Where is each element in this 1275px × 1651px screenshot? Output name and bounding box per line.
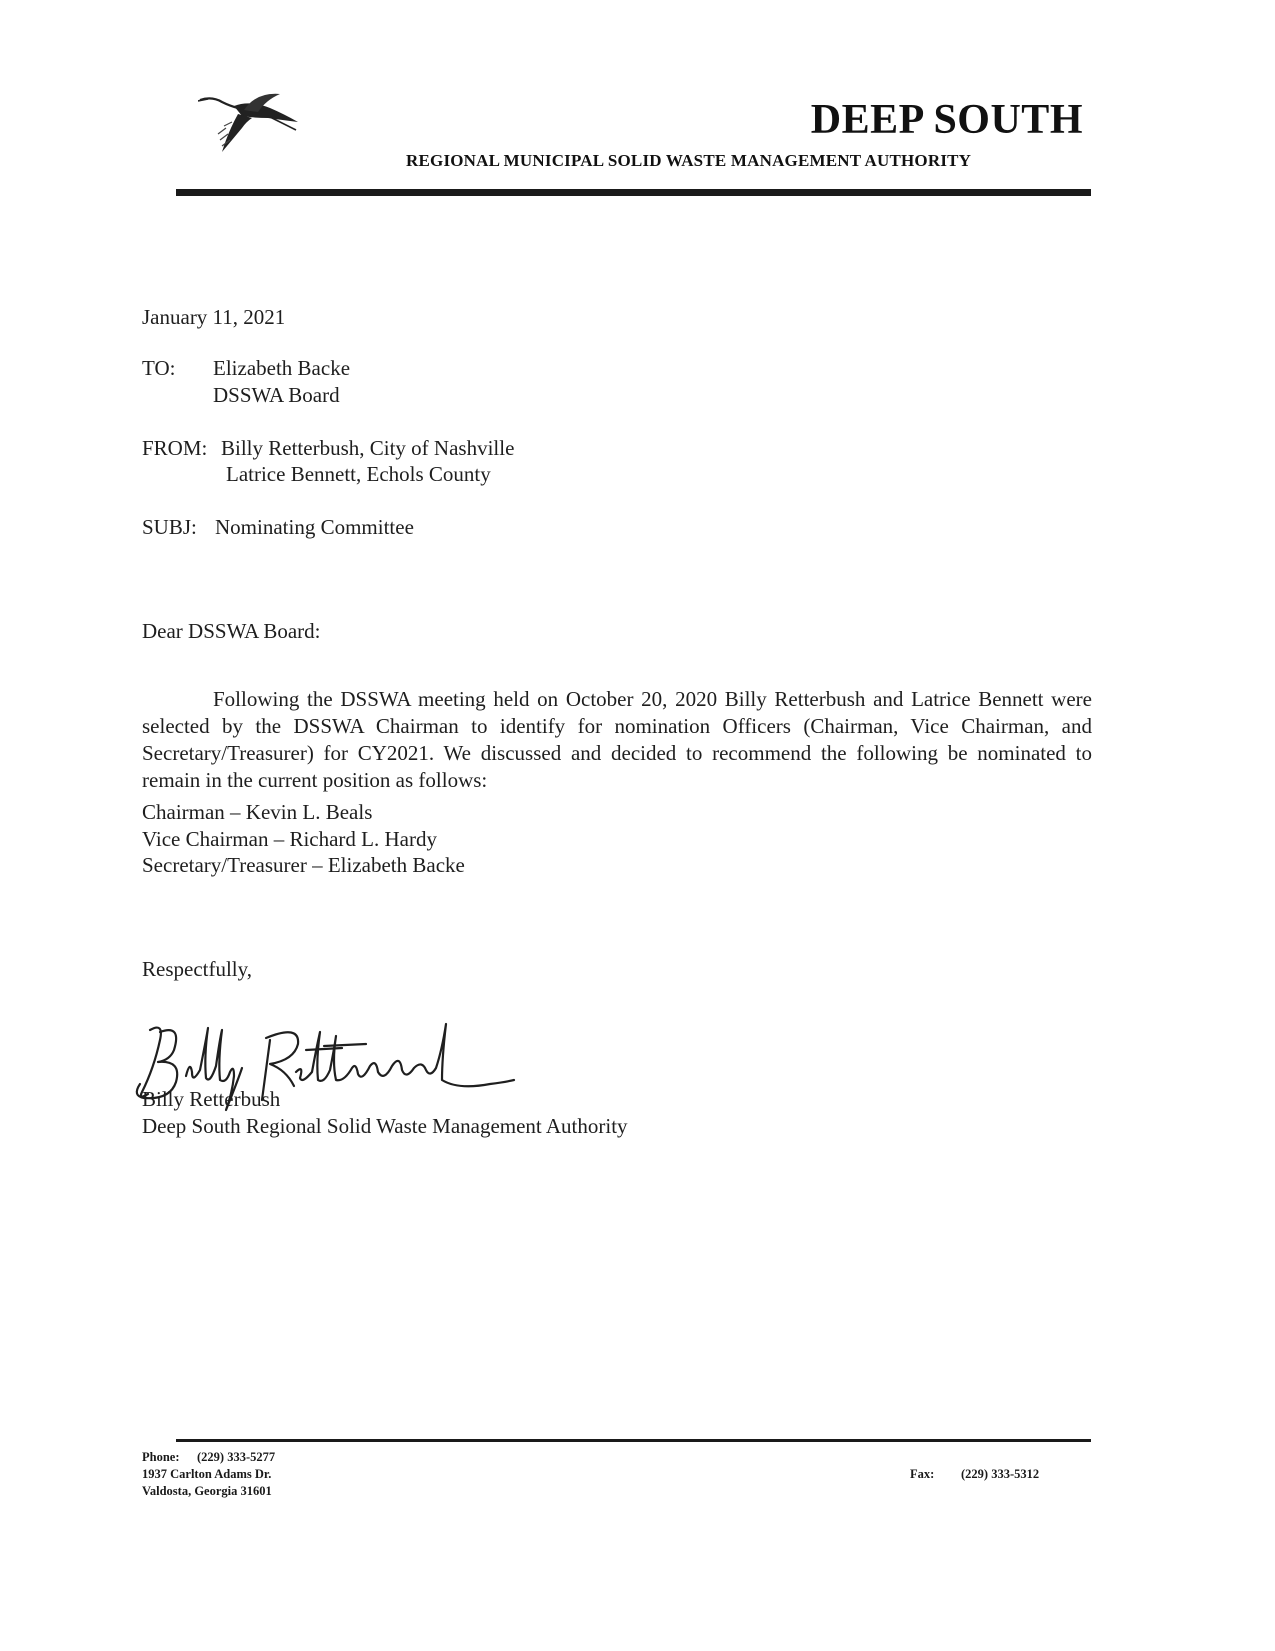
footer-phone: (229) 333-5277	[197, 1450, 276, 1464]
from-sender: Latrice Bennett, Echols County	[226, 462, 491, 486]
nominee-line: Secretary/Treasurer – Elizabeth Backe	[142, 853, 465, 877]
body-paragraph: Following the DSSWA meeting held on October 20, 2020 Billy Retterbush and Latrice Bennett were selected by the DSSWA Chairman to identify for nomination Officers (Chairman, Vice Chairman, and Secretary/Treasurer) for CY2021. We discussed and decided to recommend the following be nominated to remain in the current position as follows:	[142, 687, 1092, 792]
to-recipient: Elizabeth Backe	[213, 356, 351, 380]
nominee-line: Vice Chairman – Richard L. Hardy	[142, 827, 437, 851]
to-label: TO:	[142, 356, 176, 380]
footer-fax-label: Fax:	[910, 1467, 935, 1481]
signer-name: Billy Retterbush	[142, 1087, 281, 1111]
heron-bird-logo-icon	[198, 88, 302, 160]
footer-divider	[176, 1439, 1091, 1442]
salutation: Dear DSSWA Board:	[142, 619, 321, 643]
closing: Respectfully,	[142, 957, 253, 981]
signer-organization: Deep South Regional Solid Waste Management Authority	[142, 1114, 628, 1138]
org-subtitle: REGIONAL MUNICIPAL SOLID WASTE MANAGEMENT AUTHORITY	[406, 151, 972, 170]
footer-fax: (229) 333-5312	[961, 1467, 1040, 1481]
nominee-line: Chairman – Kevin L. Beals	[142, 800, 373, 824]
subject: Nominating Committee	[215, 515, 414, 539]
org-name: DEEP SOUTH	[810, 97, 1083, 143]
footer-phone-label: Phone:	[142, 1450, 180, 1464]
to-recipient: DSSWA Board	[213, 383, 340, 407]
from-label: FROM:	[142, 436, 208, 460]
subj-label: SUBJ:	[142, 515, 197, 539]
header-divider	[176, 189, 1091, 196]
letter-date: January 11, 2021	[142, 305, 286, 329]
footer-address-line: 1937 Carlton Adams Dr.	[142, 1467, 272, 1481]
footer-address-line: Valdosta, Georgia 31601	[142, 1484, 272, 1498]
from-sender: Billy Retterbush, City of Nashville	[221, 436, 515, 460]
